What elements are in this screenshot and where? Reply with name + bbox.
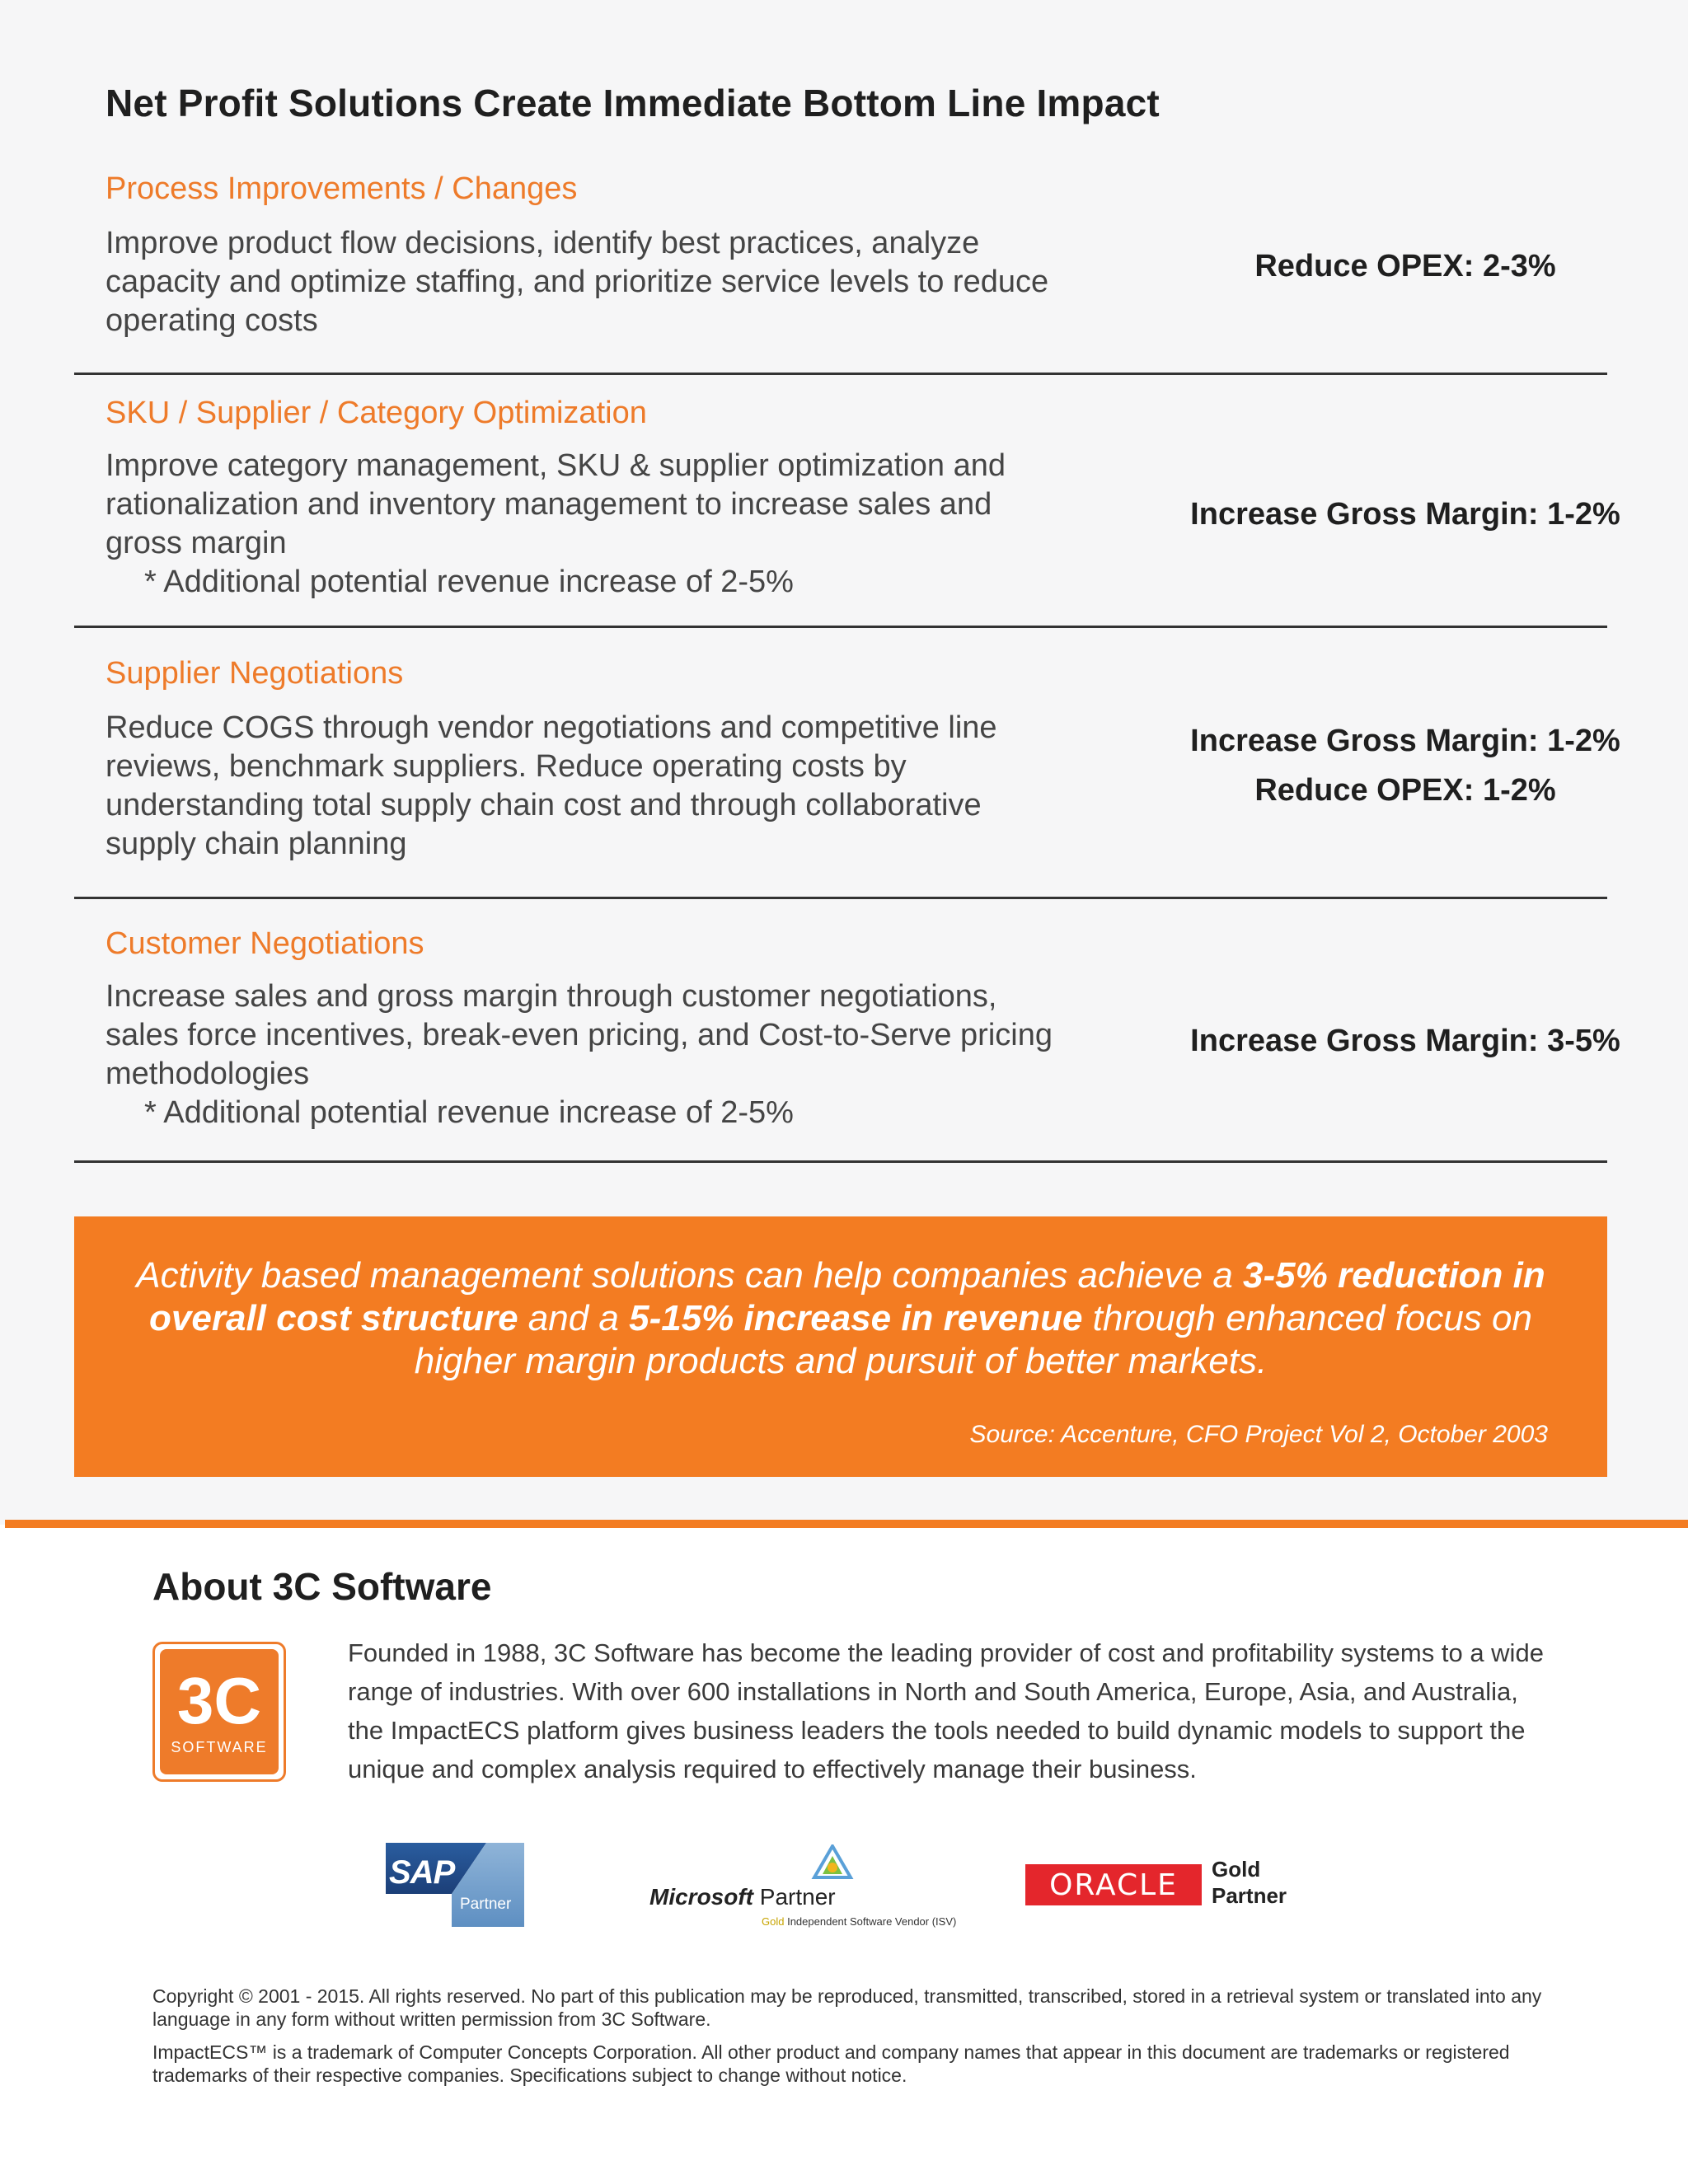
- logo-mark: 3C: [176, 1663, 262, 1737]
- solution-note: * Additional potential revenue increase of 2-5%: [144, 1095, 794, 1130]
- solution-impact: [1063, 490, 1688, 539]
- logo-wordmark: SOFTWARE: [171, 1738, 268, 1755]
- solution-body: [106, 709, 1062, 864]
- solution-description: Reduce COGS through vendor negotiations and competitive line reviews, benchmark suppliers. Reduce operating costs by understanding total supply chain cost and through collaborative supply chain planning: [106, 710, 997, 861]
- oracle-partner-logo: [1025, 1856, 1297, 1914]
- logo-badge: [160, 1649, 279, 1774]
- page-title: Net Profit Solutions Create Immediate Bottom Line Impact: [106, 82, 1160, 124]
- solution-description: Improve product flow decisions, identify best practices, analyze capacity and optimize staffing, and prioritize service levels to reduce operating costs: [106, 226, 1049, 338]
- impact-value: Increase Gross Margin: 1-2%: [1190, 497, 1620, 532]
- oracle-wordmark: ORACLE: [1049, 1868, 1178, 1902]
- microsoft-isv-label: Independent Software Vendor (ISV): [787, 1915, 957, 1928]
- oracle-partner-tier: [1212, 1856, 1287, 1909]
- row-divider: [74, 373, 1607, 375]
- solution-title: Customer Negotiations: [106, 926, 424, 961]
- microsoft-wordmark: [649, 1884, 836, 1910]
- row-divider: [74, 626, 1607, 628]
- sap-wordmark: SAP: [389, 1854, 455, 1891]
- oracle-partner-label: Partner: [1212, 1883, 1287, 1908]
- 3c-software-logo: [152, 1642, 286, 1782]
- quote-text: through enhanced focus on higher margin products and pursuit of better markets.: [414, 1298, 1532, 1381]
- trademark-notice: ImpactECS™ is a trademark of Computer Concepts Corporation. All other product and company names that appear in this document are trademarks or registered trademarks of their respective companies. Specifications subject to change without notice.: [152, 2041, 1510, 2086]
- microsoft-partner-icon: [809, 1844, 856, 1884]
- quote-text: and a: [518, 1298, 630, 1338]
- about-description: Founded in 1988, 3C Software has become the leading provider of cost and profitability systems to a wide range of industries. With over 600 installations in North and South America, Europe, Asia, and Australia, the ImpactECS platform gives business leaders the tools needed to build dynamic models to support the unique and complex analysis required to effectively manage their business.: [348, 1638, 1544, 1783]
- quote-banner: [74, 1216, 1607, 1477]
- about-title: About 3C Software: [152, 1565, 492, 1608]
- row-divider: [74, 897, 1607, 899]
- oracle-gold-label: Gold: [1212, 1857, 1261, 1882]
- microsoft-gold-label: Gold: [762, 1915, 785, 1928]
- section-divider: [5, 1520, 1688, 1528]
- solution-description: Increase sales and gross margin through customer negotiations, sales force incentives, break-even pricing, and Cost-to-Serve pricing methodologies: [106, 979, 1053, 1091]
- sap-partner-logo: [386, 1843, 524, 1927]
- solution-body: [106, 447, 1062, 602]
- solution-title: SKU / Supplier / Category Optimization: [106, 396, 647, 430]
- microsoft-partner-label: Partner: [759, 1884, 836, 1910]
- quote-highlight: 5-15% increase in revenue: [629, 1298, 1083, 1338]
- oracle-badge: [1025, 1864, 1202, 1905]
- microsoft-partner-tier: [762, 1915, 956, 1928]
- solution-description: Improve category management, SKU & supplier optimization and rationalization and inventory management to increase sales and gross margin: [106, 448, 1006, 560]
- solution-impact: [1063, 241, 1688, 291]
- quote-source: Source: Accenture, CFO Project Vol 2, October 2003: [969, 1421, 1548, 1448]
- impact-value: Reduce OPEX: 1-2%: [1254, 773, 1556, 808]
- solution-body: [106, 224, 1062, 340]
- impact-value: Increase Gross Margin: 1-2%: [1190, 724, 1620, 758]
- quote-highlight: 3-5% reduction in overall cost structure: [149, 1255, 1545, 1338]
- quote-text: Activity based management solutions can help companies achieve a: [136, 1255, 1244, 1296]
- banner-quote: [132, 1254, 1550, 1383]
- row-divider: [74, 1160, 1607, 1163]
- microsoft-partner-logo: [648, 1844, 971, 1930]
- solution-impact: [1063, 716, 1688, 815]
- solution-impact: [1063, 1016, 1688, 1066]
- solution-title: Process Improvements / Changes: [106, 171, 578, 206]
- impact-value: Increase Gross Margin: 3-5%: [1190, 1024, 1620, 1058]
- solution-note: * Additional potential revenue increase of 2-5%: [144, 565, 794, 599]
- copyright-notice: Copyright © 2001 - 2015. All rights reserved. No part of this publication may be reproduced, transmitted, transcribed, stored in a retrieval system or translated into any language in any form without written permission from 3C Software.: [152, 1985, 1542, 2030]
- sap-partner-label: Partner: [460, 1896, 512, 1913]
- microsoft-name: Microsoft: [649, 1884, 753, 1910]
- solution-title: Supplier Negotiations: [106, 656, 404, 691]
- solution-body: [106, 977, 1062, 1132]
- impact-value: Reduce OPEX: 2-3%: [1254, 249, 1556, 284]
